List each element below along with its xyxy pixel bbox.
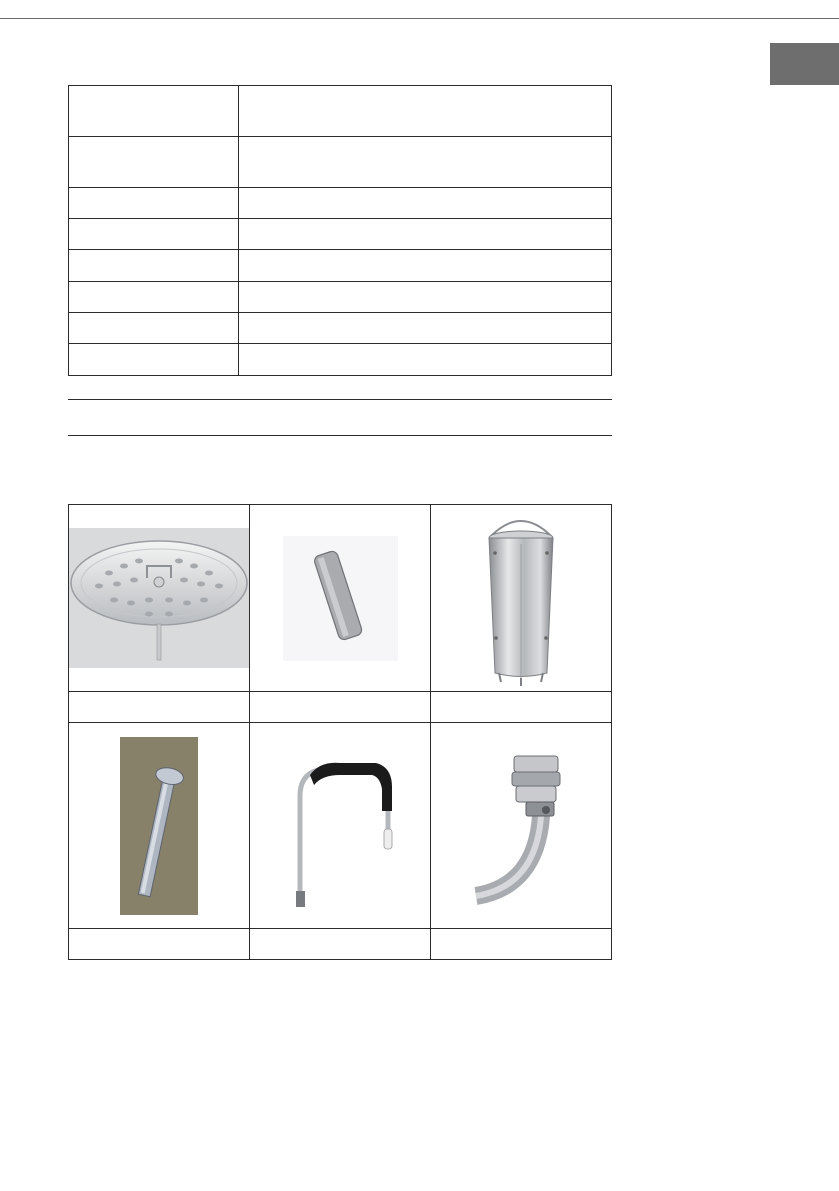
perforated-plate-icon (69, 528, 249, 668)
malt-basket-icon (431, 508, 611, 688)
spec-label (69, 188, 239, 219)
spec-value (239, 313, 612, 344)
part-cell (69, 723, 250, 929)
spec-row (69, 86, 612, 137)
spec-value (239, 137, 612, 188)
spec-label (69, 344, 239, 376)
spec-value (239, 250, 612, 282)
part-caption (431, 692, 612, 723)
divider-line (68, 399, 612, 400)
lift-handle-icon (250, 741, 430, 911)
part-cell (69, 505, 250, 692)
spec-row (69, 219, 612, 250)
filter-tube-icon (250, 536, 430, 661)
spec-row (69, 137, 612, 188)
part-cell (431, 723, 612, 929)
part-caption (250, 929, 431, 960)
language-tab (770, 43, 839, 85)
spec-row (69, 250, 612, 282)
spec-value (239, 86, 612, 137)
spec-table (68, 85, 612, 376)
spec-value (239, 188, 612, 219)
pump-connector-icon (431, 746, 611, 906)
spec-label (69, 282, 239, 313)
spec-row (69, 344, 612, 376)
spec-value (239, 219, 612, 250)
spec-row (69, 313, 612, 344)
part-cell (250, 505, 431, 692)
part-cell (250, 723, 431, 929)
pin-icon (69, 737, 249, 915)
spec-value (239, 344, 612, 376)
part-cell (431, 505, 612, 692)
spec-label (69, 250, 239, 282)
divider-line (68, 435, 612, 436)
spec-label (69, 313, 239, 344)
spec-row (69, 282, 612, 313)
parts-table (68, 504, 612, 960)
spec-value (239, 282, 612, 313)
spec-label (69, 137, 239, 188)
spec-row (69, 188, 612, 219)
spec-label (69, 86, 239, 137)
part-caption (69, 692, 250, 723)
spec-label (69, 219, 239, 250)
part-caption (431, 929, 612, 960)
part-caption (69, 929, 250, 960)
part-caption (250, 692, 431, 723)
top-rule (0, 18, 839, 19)
